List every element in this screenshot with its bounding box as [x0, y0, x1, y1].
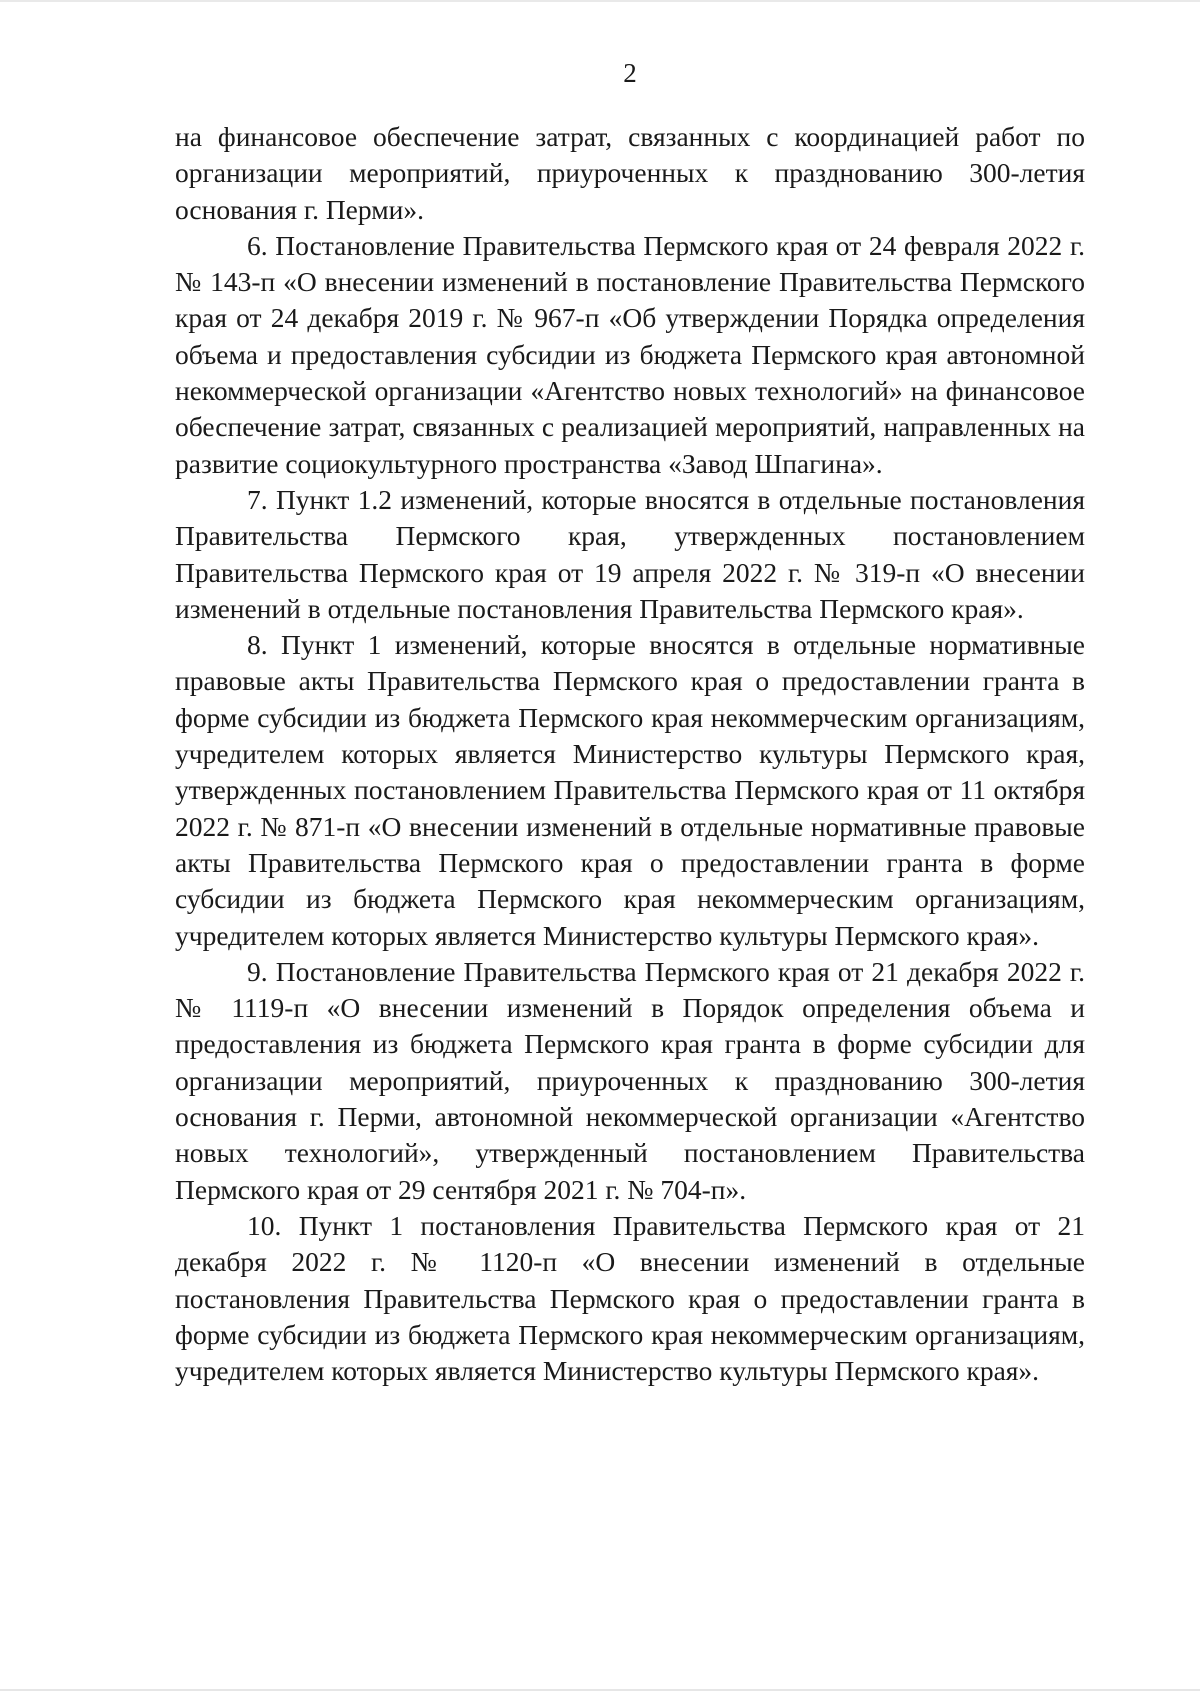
- document-body: [175, 119, 1085, 1389]
- paragraph-item-7: 7. Пункт 1.2 изменений, которые вносятся в отдельные постановления Правительства Пермского края, утвержденных постановлением Правительства Пермского края от 19 апреля 2022 г. № 319-п «О внесении изменений в отдельные постановления Правительства Пермского края».: [175, 483, 1085, 624]
- page-number: 2: [623, 58, 637, 88]
- paragraph-continuation: на финансовое обеспечение затрат, связанных с координацией работ по организации мероприятий, приуроченных к празднованию 300-летия основания г. Перми».: [175, 121, 1085, 225]
- paragraph-item-9: 9. Постановление Правительства Пермского края от 21 декабря 2022 г. № 1119-п «О внесении изменений в Порядок определения объема и предоставления из бюджета Пермского края гранта в форме субсидии для организации мероприятий, приуроченных к празднованию 300-летия основания г. Перми, автономной некоммерческой организации «Агентство новых технологий», утвержденный постановлением Правительства Пермского края от 29 сентября 2021 г. № 704-п».: [175, 955, 1085, 1205]
- paragraph-item-6: 6. Постановление Правительства Пермского края от 24 февраля 2022 г. № 143-п «О внесении изменений в постановление Правительства Пермского края от 24 декабря 2019 г. № 967-п «Об утверждении Порядка определения объема и предоставления субсидии из бюджета Пермского края автономной некоммерческой организации «Агентство новых технологий» на финансовое обеспечение затрат, связанных с реализацией мероприятий, направленных на развитие социокультурного пространства «Завод Шпагина».: [175, 229, 1085, 479]
- scan-edge-top: [0, 0, 1200, 2]
- paragraph-item-10: 10. Пункт 1 постановления Правительства Пермского края от 21 декабря 2022 г. № 1120-п «О внесении изменений в отдельные постановления Правительства Пермского края о предоставлении гранта в форме субсидии из бюджета Пермского края некоммерческим организациям, учредителем которых является Министерство культуры Пермского края».: [175, 1209, 1085, 1387]
- paragraph-item-8: 8. Пункт 1 изменений, которые вносятся в отдельные нормативные правовые акты Правительства Пермского края о предоставлении гранта в форме субсидии из бюджета Пермского края некоммерческим организациям, учредителем которых является Министерство культуры Пермского края, утвержденных постановлением Правительства Пермского края от 11 октября 2022 г. № 871-п «О внесении изменений в отдельные нормативные правовые акты Правительства Пермского края о предоставлении гранта в форме субсидии из бюджета Пермского края некоммерческим организациям, учредителем которых является Министерство культуры Пермского края».: [175, 629, 1085, 951]
